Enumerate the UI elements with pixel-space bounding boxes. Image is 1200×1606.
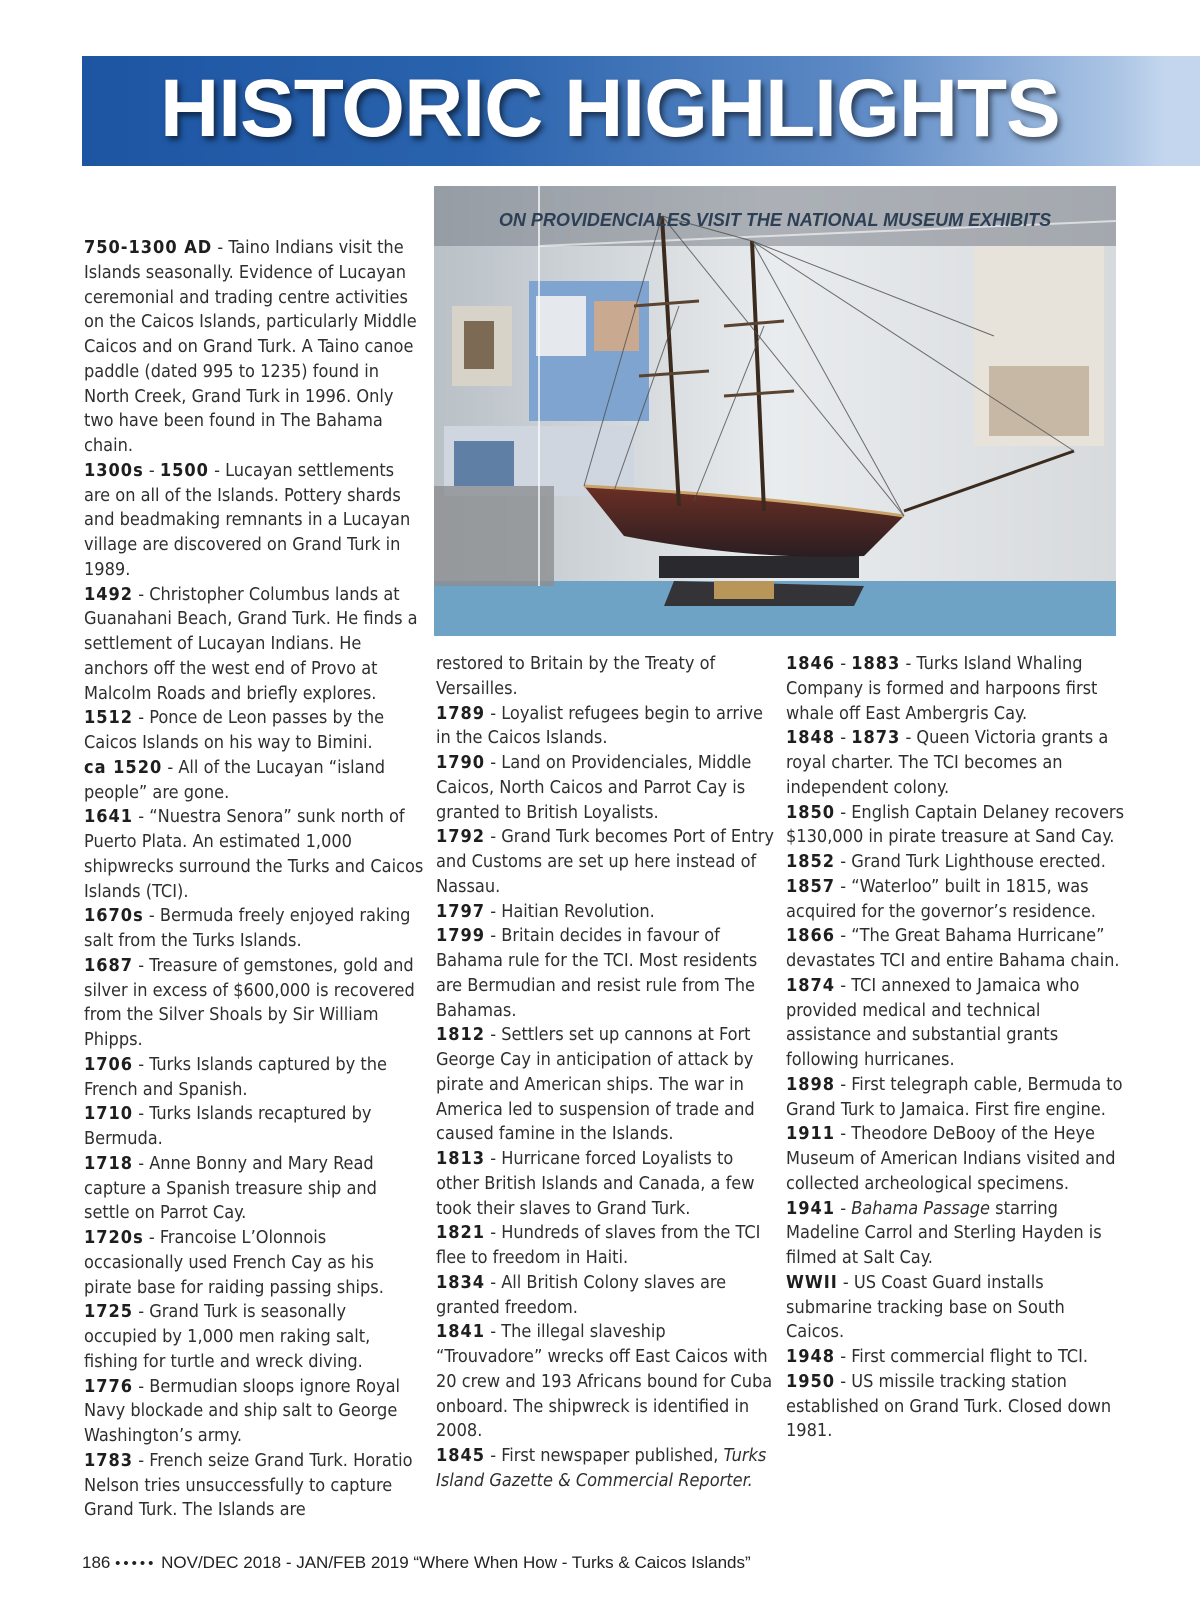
entry-text: restored to Britain by the Treaty of Versailles.: [436, 653, 716, 699]
entry-year: 1725: [84, 1301, 134, 1323]
entry-year: 1790: [436, 752, 486, 773]
entry-text: - Anne Bonny and Mary Read capture a Spanish treasure ship and settle on Parrot Cay.: [84, 1152, 377, 1224]
entry-year: 1792: [436, 826, 486, 848]
entry-year: 1799: [436, 925, 486, 947]
timeline-entry: [436, 825, 776, 899]
entry-year: 1710: [84, 1103, 134, 1125]
entry-text: - Turks Island Whaling Company is formed and harpoons first whale off East Ambergris Cay.: [786, 653, 1098, 724]
entry-year: 1848: [786, 727, 836, 749]
timeline-entry: [786, 1073, 1126, 1123]
timeline-entry: [84, 1152, 424, 1226]
entry-year: 1841: [436, 1321, 486, 1343]
timeline-entry: [84, 1449, 424, 1523]
entry-text: - First newspaper published,: [485, 1445, 724, 1466]
entry-text: - Grand Turk is seasonally occupied by 1,000 men raking salt, fishing for turtle and wreck diving.: [84, 1301, 371, 1372]
entry-text: - Treasure of gemstones, gold and silver in excess of $600,000 is recovered from the Silver Shoals by Sir William Phipps.: [84, 954, 415, 1050]
timeline-entry: [786, 974, 1126, 1073]
issue-dates: NOV/DEC 2018 - JAN/FEB 2019: [161, 1553, 409, 1572]
timeline-entry: [84, 1375, 424, 1449]
entry-year: 1950: [786, 1370, 836, 1392]
entry-year: 750-1300 AD: [84, 237, 213, 258]
timeline-entry: [436, 900, 776, 925]
entry-year: 1718: [84, 1152, 134, 1174]
entry-year-separator: -: [835, 653, 852, 674]
entry-text: - US missile tracking station established on Grand Turk. Closed down 1981.: [786, 1370, 1112, 1442]
timeline-entry: [84, 1102, 424, 1152]
entry-text: - Hurricane forced Loyalists to other British Islands and Canada, a few took their slaves to Grand Turk.: [436, 1148, 755, 1219]
entry-text: - English Captain Delaney recovers $130,000 in pirate treasure at Sand Cay.: [786, 801, 1125, 848]
page-title: HISTORIC HIGHLIGHTS: [160, 63, 1060, 154]
entry-text: - French seize Grand Turk. Horatio Nelson tries unsuccessfully to capture Grand Turk. The Islands are: [84, 1449, 413, 1521]
timeline-entry: [436, 652, 776, 702]
entry-year: 1300s: [84, 459, 144, 481]
entry-text: - Grand Turk becomes Port of Entry and Customs are set up here instead of Nassau.: [436, 826, 774, 897]
entry-text: - Turks Islands recaptured by Bermuda.: [84, 1103, 372, 1149]
entry-year: 1670s: [84, 905, 144, 927]
entry-year: 1776: [84, 1375, 134, 1397]
entry-year: 1812: [436, 1024, 486, 1046]
entry-text: - TCI annexed to Jamaica who provided medical and technical assistance and substantial grants following hurricanes.: [786, 974, 1080, 1070]
entry-year: ca 1520: [84, 756, 163, 778]
timeline-entry: [786, 924, 1126, 974]
entry-text: - Christopher Columbus lands at Guanahani Beach, Grand Turk. He finds a settlement of Lucayan Indians. He anchors off the west end of Provo at Malcolm Roads and briefly explores.: [84, 583, 418, 704]
entry-text: -: [835, 1197, 852, 1219]
entry-year: 1866: [786, 925, 836, 947]
entry-year: 1911: [786, 1123, 836, 1145]
entry-year: 1641: [84, 806, 134, 828]
timeline-entry: [84, 583, 424, 707]
entry-year: 1687: [84, 954, 134, 976]
entry-text: - Settlers set up cannons at Fort George Cay in anticipation of attack by pirate and American ships. The war in America led to suspension of trade and caused famine in the Islands.: [436, 1024, 755, 1145]
page-footer: [82, 1553, 751, 1573]
entry-text: - Turks Islands captured by the French and Spanish.: [84, 1053, 387, 1100]
entry-text: - Queen Victoria grants a royal charter. The TCI becomes an independent colony.: [786, 727, 1109, 798]
entry-text: - Theodore DeBooy of the Heye Museum of American Indians visited and collected archeological specimens.: [786, 1123, 1116, 1194]
entry-year-end: 1883: [851, 653, 901, 674]
entry-text: - Loyalist refugees begin to arrive in the Caicos Islands.: [436, 702, 764, 749]
timeline-column-1: [84, 236, 424, 1523]
footer-dots: •••••: [115, 1555, 157, 1572]
museum-photo: [434, 186, 1116, 636]
timeline-entry: [786, 875, 1126, 925]
entry-year: 1821: [436, 1222, 486, 1244]
entry-year-end: 1873: [851, 727, 901, 749]
entry-year: 1706: [84, 1053, 134, 1075]
timeline-column-2: [436, 652, 776, 1494]
timeline-entry: [786, 726, 1126, 800]
entry-year: 1898: [786, 1073, 836, 1095]
photo-caption: ON PROVIDENCIALES VISIT THE NATIONAL MUSEUM EXHIBITS: [498, 210, 1052, 230]
entry-text: - Ponce de Leon passes by the Caicos Islands on his way to Bimini.: [84, 707, 385, 753]
entry-text: - All of the Lucayan “island people” are gone.: [84, 756, 386, 803]
entry-year: 1813: [436, 1148, 486, 1169]
entry-year-end: 1500: [159, 459, 209, 481]
entry-text: - Hundreds of slaves from the TCI flee to freedom in Haiti.: [436, 1222, 761, 1268]
entry-text: - First commercial flight to TCI.: [835, 1346, 1089, 1367]
timeline-entry: [436, 751, 776, 825]
entry-text: - “The Great Bahama Hurricane” devastates TCI and entire Bahama chain.: [786, 925, 1120, 971]
timeline-entry: [786, 1370, 1126, 1444]
timeline-entry: [436, 702, 776, 752]
timeline-entry: [84, 904, 424, 954]
timeline-entry: [84, 459, 424, 583]
timeline-entry: [786, 1197, 1126, 1271]
timeline-entry: [436, 924, 776, 1023]
entry-year: 1492: [84, 583, 134, 605]
entry-year: 1948: [786, 1346, 836, 1367]
entry-year: 1797: [436, 900, 486, 922]
entry-year: 1850: [786, 801, 836, 823]
entry-year: 1874: [786, 974, 836, 996]
entry-text: - Francoise L’Olonnois occasionally used French Cay as his pirate base for raiding passing ships.: [84, 1227, 384, 1298]
timeline-entry: [84, 1053, 424, 1103]
title-banner: [82, 56, 1200, 166]
entry-text: - “Waterloo” built in 1815, was acquired for the governor’s residence.: [786, 875, 1096, 922]
entry-year: 1857: [786, 875, 836, 897]
timeline-entry: [436, 1271, 776, 1321]
entry-year: 1846: [786, 653, 836, 674]
timeline-entry: [84, 756, 424, 806]
timeline-entry: [84, 236, 424, 459]
entry-text: - Taino Indians visit the Islands seasonally. Evidence of Lucayan ceremonial and trading centre activities on the Caicos Islands, particularly Middle Caicos and on Grand Turk. A Taino canoe paddle (dated 995 to 1235) found in North Creek, Grand Turk in 1996. Only two have been found in The Bahama chain.: [84, 237, 417, 456]
timeline-entry: [436, 1147, 776, 1221]
entry-text: - Britain decides in favour of Bahama rule for the TCI. Most residents are Bermudian and resist rule from The Bahamas.: [436, 925, 758, 1021]
entry-year: 1852: [786, 851, 836, 872]
timeline-entry: [786, 1122, 1126, 1196]
timeline-entry: [786, 1345, 1126, 1370]
entry-text: - “Nuestra Senora” sunk north of Puerto Plata. An estimated 1,000 shipwrecks surround the Turks and Caicos Islands (TCI).: [84, 806, 424, 902]
page-number: 186: [82, 1553, 111, 1572]
timeline-entry: [436, 1320, 776, 1444]
ship-model-illustration: [434, 186, 1116, 636]
timeline-entry: [84, 954, 424, 1053]
timeline-entry: [436, 1023, 776, 1147]
entry-italic-title: Bahama Passage: [851, 1197, 991, 1219]
entry-year: 1720s: [84, 1227, 144, 1248]
entry-text: - First telegraph cable, Bermuda to Grand Turk to Jamaica. First fire engine.: [786, 1073, 1123, 1120]
entry-italic-title: Turks Island Gazette & Commercial Reporter.: [436, 1445, 767, 1491]
timeline-entry: [84, 1300, 424, 1374]
entry-text: - Bermudian sloops ignore Royal Navy blockade and ship salt to George Washington’s army.: [84, 1375, 401, 1446]
banner-edge: [1164, 56, 1200, 166]
publication-name: “Where When How - Turks & Caicos Islands”: [413, 1553, 751, 1572]
timeline-entry: [84, 805, 424, 904]
timeline-entry: [786, 652, 1126, 726]
entry-text: - All British Colony slaves are granted freedom.: [436, 1271, 727, 1318]
timeline-entry: [436, 1221, 776, 1271]
entry-text: - Haitian Revolution.: [485, 900, 655, 922]
entry-text: - US Coast Guard installs submarine tracking base on South Caicos.: [786, 1271, 1065, 1343]
timeline-entry: [84, 1226, 424, 1300]
entry-year: 1845: [436, 1445, 486, 1466]
entry-text: - Grand Turk Lighthouse erected.: [835, 851, 1106, 872]
timeline-entry: [786, 850, 1126, 875]
entry-year: 1789: [436, 702, 486, 724]
timeline-entry: [786, 1271, 1126, 1345]
entry-text: - Bermuda freely enjoyed raking salt from the Turks Islands.: [84, 905, 411, 951]
entry-text: - The illegal slaveship “Trouvadore” wrecks off East Caicos with 20 crew and 193 Africans bound for Cuba onboard. The shipwreck is identified in 2008.: [436, 1321, 773, 1442]
entry-text: - Land on Providenciales, Middle Caicos, North Caicos and Parrot Cay is granted to British Loyalists.: [436, 752, 752, 823]
entry-year-separator: -: [143, 459, 160, 481]
entry-year: 1834: [436, 1271, 486, 1293]
entry-year: 1783: [84, 1449, 134, 1471]
entry-year-separator: -: [835, 727, 852, 749]
entry-year: 1941: [786, 1197, 836, 1219]
timeline-entry: [436, 1444, 776, 1494]
timeline-entry: [84, 706, 424, 756]
timeline-column-3: [786, 652, 1126, 1444]
entry-text-continued: starring Madeline Carrol and Sterling Hayden is filmed at Salt Cay.: [786, 1197, 1102, 1268]
timeline-entry: [786, 801, 1126, 851]
entry-year: 1512: [84, 707, 134, 729]
entry-year: WWII: [786, 1271, 838, 1293]
entry-text: - Lucayan settlements are on all of the Islands. Pottery shards and beadmaking remnants in a Lucayan village are discovered on Grand Turk in 1989.: [84, 459, 411, 580]
